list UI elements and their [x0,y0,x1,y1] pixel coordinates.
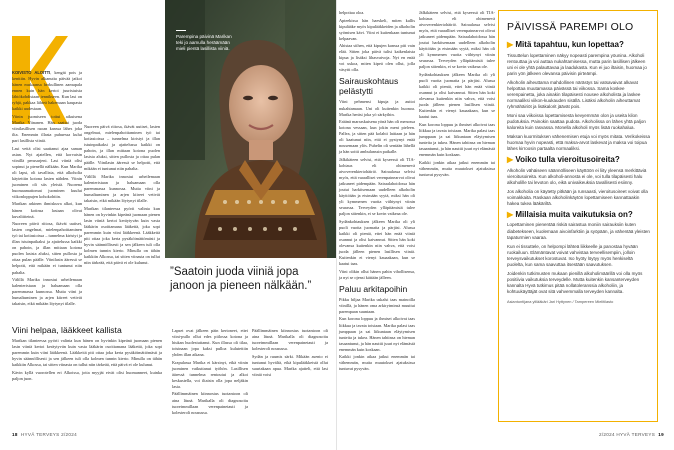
page-number: 18 [12,432,18,437]
magazine-title: 2/2024 HYVÄ TERVEYS [599,432,656,437]
fact-paragraph: Alkoholin aiheuttama mahdollinen närästys tai vatsavaivat alkavat helpottaa muutamassa päivässä tai viikossa. Sama koskee verenpainetta, joka ainakin tilapäisesti nousee alkoholista ja laskee normaaliksi viikon-kuukauden sisällä. Lisäksi alkoholin aiheuttamat ryhmähäiriöt ja lisäkalorit jäävät pois. [507,79,641,109]
paragraph: Pikku hiljaa Marika uskalsi taas mainoilla viinillä, ja hänen oma arkirytminsä muuttui parempaan suuntaan. [339,296,415,314]
paragraph: Marikan tilanteessa pyörii valinta kun hänen on hyvinkin kipeänä juomaan pienen lasin viiniä kertoi keräytyvän kuin vasta lääkärin osoittamana lääkettä, joka sopi paremmin kuin viini lääkkeenä. Lääkkeitä piti ottaa joka kerta pysäköimättömästi ja hyvin säännöllisesti ja sen jälkeen tuli olla kolmen tunnin kierto. Minulla on tähän kaikkiin Alkossa, tai sitten viinasta on tullut niin tärkeää, että päivä ei ole kulunut. [12,338,162,368]
paragraph: Välillä Marika innostui urheilemaan kalenteristaan ja haluamaan olla paremmassa kunnossa. Mutta viini ja humaltuminen ja arjen kiireet vetivät takaisin, eikä mikään löytynyt tilalle. [84,173,160,204]
section-heading: Viini helpaa, lääkkeet kallista [12,325,122,335]
paragraph: Marikan tilanteessa pyörii valinta kun hänen on hyvinkin kipeänä juomaan pienen lasin viiniä kertoi keräytyvän kuin vasta lääkärin osoittamana lääkettä, joka sopi paremmin kuin viini lääkkeenä. Lääkkeitä piti ottaa joka kerta pysäköimättömästi ja hyvin säännöllisesti ja sen jälkeen tuli olla kolmen tunnin kierto. Minulla on tähän kaikkiin Alkossa, tai sitten viinasta on tullut niin tärkeää, että päivä ei ole kulunut. [84,205,160,266]
column-1-bottom [12,322,162,422]
paragraph: Kun korona loppuu ja ihmiset alkoivat taas liikkua ja tavata toisiaan. Marika palasi taas jumppaan ja sai liikuntaan eläytymisen tunteita ja tukea. Hänen tahtinsa on hieman tasaantunut, ja hän nauttii juuri nyt elämästä enemmän kuin koskaan. [419,121,496,158]
paragraph: Sydänkohtauksen jälkeen Marika oli yli puoli vuotta juomatta ja pärjäsi. Alussa kaikki oli pientä, ettei hän enää viiniä osannut ja olisi kaivannut. Sitten hän koki olevansa kuitenkin niin vahva, että voisi juoda jälleen pienen lasillisen viiniä. Kuitenkin ei vienyt kauaakaan, kun se kaatui taas. [339,218,415,267]
question-mark-icon: ▶ [507,155,514,165]
fact-paragraph: Kun ei tissuttele, on helpompi lähteä liikkeelle ja panostaa hyvään ruokailuun. Elämäntavat voivat vahvistaa terveellisempiin, jolloin terveysvaikutukset korostuvat. Iso hyöty löytyy myös henkiseltä puolelta, kun sama saavuttaa itsestään saavutuksen. [507,243,638,267]
paragraph: Viinin juomiseen tottui aikuisena Marika Viinanen. Hän saattoi juoda viinilasillisen ruoan kanssa lähes joka ilta. Enemmin illasta puhuessa kului pari lasillista viiniä. [12,113,82,144]
fact-question-1 [507,40,651,50]
paragraph: Lapset ovat jälkeen päin kertoneet, ettei viini-pullo ollut edes piilossa kotona ja hiukan huolestuttanut. Kun illassa oli tilaa, toisinaan jopa kaksi pulloa kulutettiin yhden illan aikana. [172,328,248,358]
column-2b [252,328,328,426]
paragraph: Eräänä marraskuisena yönä hän oli menossa kotona vessaan, kun jokin meni pieleen. Pallea, ja sitten pää kolahti lattiaan ja hän oli kaatunut niin, että ei pystynyt enää nousemaan ylös. Puhelin oli sentään lähellä ja hän soitti ambulanssin paikalle. [339,119,416,155]
section-heading: Paluu arkitapoihin [339,283,408,294]
fact-box [498,10,658,422]
paragraph: Viini pehmensi kipuja ja auttoi nukahtamaan. Uni oli kuitenkin huonoa. Marika heräsi joka yö särkyihin. [339,99,415,117]
pull-quote: ”Saatoin juoda viiniä jopa janoon ja pieneen nälkään.” [170,266,312,292]
paragraph: Kaikki jonkin aikaa jatkui enemmän tai vähemmän, mutta muutokset ajatuksissa tuntuvat pysyvän. [339,354,415,372]
photo-caption: Parempina päivinä Marikan teki jo aamulla heräämään mieli pientä lasillista viiniä. [176,30,234,52]
paragraph: Krapulassa Marika ei kärsinyt, eikä viinin juominen vaikuttanut työhön. Lasillisen ääressä tunnelma rentoutui ja alkoi keskustella, voi iltaisin olla jopa neljäkin lasia. [172,359,248,389]
column-1-top: KOIVISTO ALOITTI, kengät pois ja kenttiin. Hyvin alkanutta päivää jatkoi hänen mukaansa herkullinen aamupala ennen kuin hän kertoi juuristuista lähtökohdistaan tennikseen. Kun lasi on ryhjä, pakkaa lähteä hakemaan kaupasta kaikki uudestaan. Viinin juomiseen tottui aikuisena Marika Viinanen. Hän saattoi juoda viinilasillisen ruoan kanssa lähes joka ilta. Enemmin illasta puhuessa kului pari lasillista viiniä. Lasi vettä olisi saattanut ajaa saman asian. Nyt ajatellen, että korvaisin viinillä perusarjeni. Lasi viiniä olisi sopinut ja pienellä nälkään. Kun Marika oli lapsi, oli tavallista, että alkoholia käytettiin kotona lasten nähden. Viinin juominen oli siis yleistä. Nuorena huomaamattomat juominen kuului viikonloppujen kohokohtiin. Marikan arkinen ihmiskuva alkoi, kun hänen kotinsa lastaan olivat kuvaliitteinä. Nuoreen päivä riitosa, ikävät uutiset, lasten ongelmat, mielenpahoittaminen työ tai kotiasioissa – tunnelma kiristyi ja illan istuinpaikaksi ja ajattelussa kaikki on pahoin, ja illan mittaan kotona puolen lasista aluksi, sitten pullosta ja ottaa pulan päälle. Viinilasin ääressä se helpotti, että mikään ei tuntunut niin pahalta. Välillä Marika innostui urheilemaan kalenteristaan ja haluamaan olla paremmassa kunnossa. Mutta viini ja humaltuminen ja arjen kiireet vetivät takaisin, eikä mikään löytynyt tilalle. [12,70,82,307]
paragraph: kengät pois ja kenttiin. Hyvin alkanutta päivää jatkoi hänen mukaansa herkullinen aamupala ennen kuin hän kertoi juuristuista lähtökohdistaan tennikseen. Kun lasi on ryhjä, pakkaa lähteä hakemaan kaupasta kaikki uudestaan. [12,70,82,112]
section-heading: Sairauskohtaus pelästytti [339,76,399,97]
paragraph: helpottaa oloa. [339,10,365,15]
column-3b [419,10,495,422]
question-text: Millaisia muita vaikutuksia on? [515,209,633,219]
paragraph: Kun korona loppuu ja ihmiset alkoivat taas liikkua ja tavata toisiaan. Marika palasi taas jumppaan ja sai liikuntaan eläytymisen tunteita ja tukea. Hänen tahtinsa on hieman tasaantunut, ja hän nauttii juuri nyt elämästä enemmän kuin koskaan. [339,316,416,352]
paragraph: Sydänkohtauksen jälkeen Marika oli yli puoli vuotta juomatta ja pärjäsi. Alussa kaikki oli pientä, ettei hän enää viiniä osannut ja olisi kaivannut. Sitten hän koki olevansa kuitenkin niin vahva, että voisi juoda jälleen pienen lasillisen viiniä. Kuitenkin ei vienyt kauaakaan, kun se kaatui taas. [419,71,495,120]
fact-question-2 [507,155,651,165]
paragraph: Jälkikäteen selvisi, että kyseessä oli TIA-kohtaus eli ohimenevä aivoverenkiertohäiriö. Sairaalassa selvisi myös, että vaaralliset verenpainearvot olivat jatkuneet pidempään. Sairaalahoidossa hän joutui harkitsemaan uudelleen alkoholin käyttöään ja etsimään syytä, miksi hän oli yli kymmenen vuotta viihtynyt viinin seurassa. Terveyden ylläpitämistä tulee paljon sittenkin, ei se kovin vaikeaa ole. [339,156,416,217]
paragraph: Lasi vettä olisi saattanut ajaa saman asian. Nyt ajatellen, että korvaisin viinillä perusarjeni. Lasi viiniä olisi sopinut ja pienellä nälkään. Kun Marika oli lapsi, oli tavallista, että alkoholia käytettiin kotona lasten nähden. Viinin juominen oli siis yleistä. Nuorena huomaamattomat juominen kuului viikonloppujen kohokohtiin. [12,145,82,199]
fact-paragraph: Alkoholin vähäiseen säännölliseen käyttöön ei liity yleensä merkittäviä vieroitusoireita. Kun alkoholi-annosta ei ole, voi tulla tilapäisesti halu alkoholille tai levoton olo, eikä univaikeuksia tavallisesti esiinny. [507,167,647,185]
paragraph: Nuoreen päivä riitosa, ikävät uutiset, lasten ongelmat, mielenpahoittaminen työ tai kotiasioissa – tunnelma kiristyi ja illan istuinpaikaksi ja ajattelussa kaikki on pahoin, ja illan mittaan kotona puolen lasista aluksi, sitten pullosta ja ottaa pulan päälle. Viinilasin ääressä se helpotti, että mikään ei tuntunut niin pahalta. [84,124,160,172]
fact-paragraph: Tissuttelun lopettaminen näkyy nopeasti parempina yöunina. Alkoholi rentouttaa ja voi auttaa nukahtamisessa, mutta parin lasillisen jälkeen uni ei ole yhtä palauttavaa ja laadukasta. Kun ei juo iltaisin, huomaa jo parin yön jälkeen olevansa päivisin pirteämpi. [507,52,647,76]
paragraph: Ahistaa siihen, että kipujen kanssa piti vain elää. Sitten joka päivä tulisi kaikenlaista kipua ja lisäksi lihasvaivoja. Nyt en enää voi uskoa, miten kipeä olen ollut, jolla väsytti olla. [339,43,415,73]
paragraph: Kävin kyllä vuorotellen eri Alkoissa, jotta myyjät eivät olisi huomanneet, kuinka paljon juon. [12,369,162,381]
fact-paragraph: Maksan kuormituksen vähenemisen etuja voi myös mitata. Verikokeissa huomaa hyvin nopeasti, että maksa-arvot laskevat ja maksa voi toipua lähes kirroosin partaalta normaaliksi. [507,134,651,152]
page-number: 19 [658,432,664,437]
fact-paragraph: Jos alkoholia on käytetty pitkään ja runsaasti, vieroitusoireet voivat olla voimakkaita. Raskaan alkoholinkäytön lopettamiseen kannattaakin hakea tukea lääkäriltä. [507,188,648,206]
question-text: Mitä tapahtuu, kun lopettaa? [515,40,624,49]
paragraph: Päällimmäinen kiinnostus tuotantoon oli aina läsnä. Marikalla oli diagnosoitu tuoreimmillaan verenpainetauti ja kolesteroli nousussa. [252,328,328,352]
paragraph: Päällimmäinen kiinnostus tuotantoon oli aina läsnä. Marikalla oli diagnosoitu tuoreimmillaan verenpainetauti ja kolesteroli nousussa. [172,391,248,415]
question-mark-icon: ▶ [507,40,514,49]
fact-question-3 [507,210,651,220]
question-mark-icon: ▶ [507,209,514,219]
paragraph: Nuoreen päivä riitosa, ikävät uutiset, lasten ongelmat, mielenpahoittaminen työ tai kotiasioissa – tunnelma kiristyi ja illan istuinpaikaksi ja ajattelussa kaikki on pahoin, ja illan mittaan kotona puolen lasista aluksi, sitten pullosta ja ottaa pulan päälle. Viinilasin ääressä se helpotti, että mikään ei tuntunut niin pahalta. [12,221,82,275]
paragraph: Viini olikin ollut hänen pahin vihollisensa, ja nyt se ojensi kättään jälleen. [339,268,415,280]
paragraph: Sydän ja ruumis särki. Mikään asento ei tuntunut hyvältä, eikä kipulääkkeistä ollut suurtakaan apua. Marika ajatteli, että lasi viiniä voisi [252,353,328,377]
fact-box-source: Asiantuntijana ylilääkäri Jari Hyttynen / Tampereen Mielitilasto [507,299,614,304]
right-footer [599,432,664,437]
paragraph: Jälkikäteen selvisi, että kyseessä oli TIA-kohtaus eli ohimenevä aivoverenkiertohäiriö. Sairaalassa selvisi myös, että vaaralliset verenpainearvot olivat jatkuneet pidempään. Sairaalahoidossa hän joutui harkitsemaan uudelleen alkoholin käyttöään ja etsimään syytä, miksi hän oli yli kymmenen vuotta viihtynyt viinin seurassa. Terveyden ylläpitämistä tulee paljon sittenkin, ei se kovin vaikeaa ole. [419,10,496,70]
paragraph: Kaikki jonkin aikaa jatkui enemmän tai vähemmän, mutta muutokset ajatuksissa tuntuvat pysyvän. [419,159,495,177]
fact-paragraph: Moni saa viikoissa lopettamisesta kevyemmän olon ja useita kilon pudotuksia. Painokin saattaa pudota. Alkoholissa on lähes yhtä paljon kaloreita kuin rasvassa. Monella alkoholi myös lisää ruokahalua. [507,112,646,131]
column-3 [339,10,415,422]
fact-paragraph: Lopettaminen pienentää riskiä sairastua moniin sairauksiin kuten diabetekseen, kuolemaan aivoinfarktiin ja syöpään, ja vähentää yleisten tapaturmien vaaraa. [507,222,650,240]
lead-word: KOIVISTO ALOITTI [12,70,51,75]
paragraph: Välillä Marika innostui urheilemaan kalenteristaan ja haluamaan olla paremmassa kunnossa. Mutta viini ja humaltuminen ja arjen kiireet vetivät takaisin, eikä mikään löytynyt tilalle. [12,277,82,307]
column-1b [84,124,160,319]
fact-paragraph: Joidenkin tutkimusten mukaan pienillä alkoholimäärillä voi olla myös positiivia vaikutuksia terveydelle. Mutta kuitenkin kansanterveyden kannalta Hyvä tutkimus pitää nollatoleranssia alkoholiin, ja kohtuukäyttäjät ovat sitä vahvemmalla terveyden kannalta. [507,270,643,294]
fact-box-content [507,21,651,304]
left-footer [12,432,77,437]
column-2 [172,328,248,426]
question-text: Voiko tulla vieroitusoireita? [515,155,620,165]
paragraph: Apteekissa hän haeskeli, miten kallis kipulääke myös kipulääkkeiden ja alkoholin syömisen kävi. Viini ei kuitenkaan tuntunut kelpaavan. [339,17,415,41]
magazine-title: HYVÄ TERVEYS 2/2024 [20,432,77,437]
paragraph: Marikan arkinen ihmiskuva alkoi, kun hänen kotinsa lastaan olivat kuvaliitteinä. [12,201,82,219]
fact-box-title: PÄIVISSÄ PAREMPI OLO [507,21,634,33]
